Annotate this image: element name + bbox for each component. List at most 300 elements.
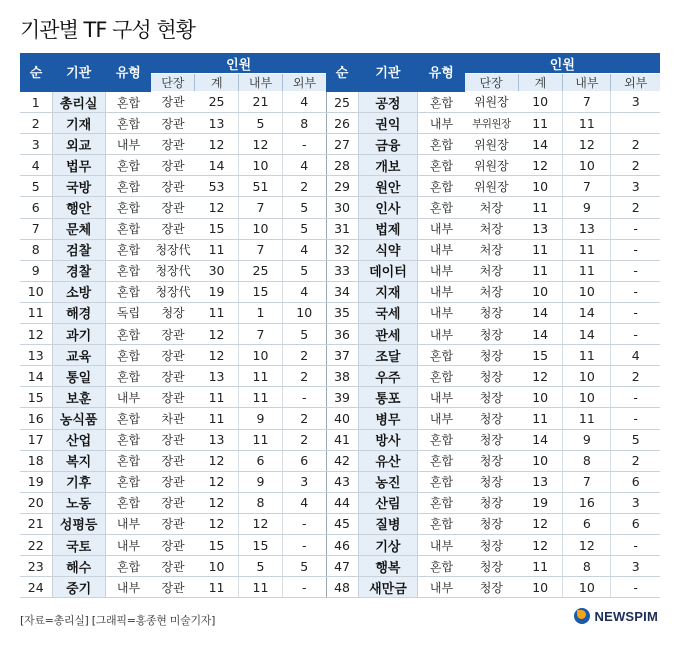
cell-internal: 12	[563, 134, 611, 155]
cell-type: 내부	[418, 302, 465, 323]
header-total: 계	[195, 74, 239, 92]
header-total: 계	[518, 74, 563, 92]
cell-type: 내부	[418, 260, 465, 281]
cell-no: 45	[326, 513, 358, 534]
header-org: 기관	[52, 53, 105, 91]
cell-org: 개보	[358, 155, 418, 176]
cell-no: 36	[326, 324, 358, 345]
header-org: 기관	[358, 53, 418, 91]
cell-head: 장관	[151, 429, 195, 450]
cell-internal: 11	[563, 260, 611, 281]
cell-head: 청장	[465, 450, 518, 471]
cell-type: 혼합	[418, 556, 465, 577]
cell-external: 2	[611, 366, 660, 387]
cell-head: 청장	[465, 387, 518, 408]
table-row	[20, 239, 660, 260]
cell-head: 차관	[151, 408, 195, 429]
cell-no: 10	[20, 281, 52, 302]
cell-total: 12	[195, 513, 239, 534]
cell-total: 12	[195, 471, 239, 492]
cell-type: 혼합	[105, 366, 151, 387]
table-row	[20, 302, 660, 323]
cell-head: 청장	[465, 324, 518, 345]
cell-type: 내부	[418, 281, 465, 302]
cell-type: 혼합	[418, 91, 465, 113]
cell-type: 혼합	[105, 218, 151, 239]
cell-total: 10	[518, 387, 563, 408]
cell-no: 16	[20, 408, 52, 429]
cell-total: 10	[518, 91, 563, 113]
cell-internal: 11	[563, 239, 611, 260]
page-title: 기관별 TF 구성 현황	[20, 18, 195, 42]
cell-org: 해경	[52, 302, 105, 323]
cell-internal: 51	[239, 176, 283, 197]
cell-external: -	[282, 134, 326, 155]
cell-no: 47	[326, 556, 358, 577]
cell-no: 23	[20, 556, 52, 577]
cell-external: 4	[611, 345, 660, 366]
cell-internal: 11	[239, 429, 283, 450]
cell-no: 18	[20, 450, 52, 471]
cell-no: 33	[326, 260, 358, 281]
cell-no: 38	[326, 366, 358, 387]
cell-no: 15	[20, 387, 52, 408]
cell-internal: 6	[239, 450, 283, 471]
cell-head: 장관	[151, 471, 195, 492]
cell-org: 원안	[358, 176, 418, 197]
cell-head: 처장	[465, 260, 518, 281]
cell-no: 28	[326, 155, 358, 176]
cell-external: -	[611, 239, 660, 260]
cell-head: 처장	[465, 197, 518, 218]
cell-type: 혼합	[105, 450, 151, 471]
table-row	[20, 218, 660, 239]
cell-org: 관세	[358, 324, 418, 345]
cell-org: 인사	[358, 197, 418, 218]
cell-external: 3	[611, 91, 660, 113]
cell-external: 2	[611, 134, 660, 155]
cell-internal: 25	[239, 260, 283, 281]
cell-org: 방사	[358, 429, 418, 450]
cell-head: 처장	[465, 239, 518, 260]
cell-no: 25	[326, 91, 358, 113]
cell-head: 장관	[151, 577, 195, 598]
cell-no: 46	[326, 534, 358, 555]
cell-external: -	[611, 387, 660, 408]
cell-type: 혼합	[105, 155, 151, 176]
table-row	[20, 324, 660, 345]
cell-head: 부위원장	[465, 113, 518, 134]
cell-external: 6	[282, 450, 326, 471]
cell-total: 15	[195, 218, 239, 239]
header-no: 순	[326, 53, 358, 91]
cell-org: 권익	[358, 113, 418, 134]
cell-no: 27	[326, 134, 358, 155]
cell-no: 1	[20, 91, 52, 113]
cell-no: 4	[20, 155, 52, 176]
table-row	[20, 492, 660, 513]
cell-no: 9	[20, 260, 52, 281]
cell-type: 혼합	[105, 556, 151, 577]
cell-external: 2	[611, 155, 660, 176]
cell-external: -	[282, 513, 326, 534]
cell-org: 데이터	[358, 260, 418, 281]
cell-external: 6	[611, 513, 660, 534]
cell-no: 14	[20, 366, 52, 387]
cell-no: 41	[326, 429, 358, 450]
cell-external: 5	[282, 197, 326, 218]
cell-total: 11	[195, 239, 239, 260]
cell-head: 장관	[151, 176, 195, 197]
cell-org: 국방	[52, 176, 105, 197]
cell-total: 11	[195, 387, 239, 408]
cell-external: 4	[282, 492, 326, 513]
cell-internal: 14	[563, 324, 611, 345]
cell-total: 19	[518, 492, 563, 513]
cell-head: 처장	[465, 218, 518, 239]
cell-internal: 11	[239, 387, 283, 408]
cell-no: 17	[20, 429, 52, 450]
cell-org: 성평등	[52, 513, 105, 534]
cell-head: 위원장	[465, 134, 518, 155]
cell-internal: 1	[239, 302, 283, 323]
cell-head: 처장	[465, 281, 518, 302]
cell-no: 40	[326, 408, 358, 429]
cell-internal: 10	[563, 281, 611, 302]
cell-total: 11	[518, 239, 563, 260]
cell-internal: 12	[239, 134, 283, 155]
cell-head: 장관	[151, 113, 195, 134]
source-credit: [자료=총리실] [그래픽=홍종현 미술기자]	[20, 614, 216, 627]
cell-total: 11	[518, 408, 563, 429]
cell-external: -	[611, 577, 660, 598]
cell-no: 5	[20, 176, 52, 197]
cell-no: 6	[20, 197, 52, 218]
cell-type: 내부	[105, 513, 151, 534]
cell-org: 행복	[358, 556, 418, 577]
cell-type: 혼합	[418, 366, 465, 387]
cell-org: 조달	[358, 345, 418, 366]
cell-no: 44	[326, 492, 358, 513]
cell-external: 5	[282, 260, 326, 281]
cell-head: 장관	[151, 513, 195, 534]
cell-external: 3	[611, 556, 660, 577]
cell-external: 5	[611, 429, 660, 450]
cell-org: 식약	[358, 239, 418, 260]
cell-type: 혼합	[105, 281, 151, 302]
cell-no: 32	[326, 239, 358, 260]
cell-internal: 8	[239, 492, 283, 513]
cell-total: 14	[195, 155, 239, 176]
cell-org: 국토	[52, 534, 105, 555]
header-personnel: 인원	[465, 53, 660, 74]
cell-type: 혼합	[105, 197, 151, 218]
cell-org: 외교	[52, 134, 105, 155]
cell-external: 5	[282, 324, 326, 345]
cell-total: 10	[518, 281, 563, 302]
cell-total: 14	[518, 302, 563, 323]
cell-head: 청장	[465, 492, 518, 513]
cell-type: 혼합	[105, 408, 151, 429]
cell-internal: 7	[239, 197, 283, 218]
cell-external: -	[282, 387, 326, 408]
cell-org: 과기	[52, 324, 105, 345]
cell-total: 11	[518, 260, 563, 281]
cell-no: 29	[326, 176, 358, 197]
table-row	[20, 556, 660, 577]
cell-head: 청장	[465, 534, 518, 555]
cell-total: 12	[195, 492, 239, 513]
cell-head: 장관	[151, 534, 195, 555]
cell-head: 청장	[465, 366, 518, 387]
cell-total: 11	[518, 197, 563, 218]
cell-no: 11	[20, 302, 52, 323]
table-row	[20, 534, 660, 555]
cell-org: 산림	[358, 492, 418, 513]
cell-external: 3	[611, 176, 660, 197]
cell-total: 11	[195, 577, 239, 598]
cell-org: 중기	[52, 577, 105, 598]
cell-total: 11	[195, 302, 239, 323]
cell-head: 장관	[151, 450, 195, 471]
cell-total: 19	[195, 281, 239, 302]
table-row	[20, 281, 660, 302]
cell-total: 13	[518, 471, 563, 492]
cell-org: 통일	[52, 366, 105, 387]
cell-type: 혼합	[105, 324, 151, 345]
cell-org: 행안	[52, 197, 105, 218]
cell-internal: 9	[239, 408, 283, 429]
cell-total: 11	[195, 408, 239, 429]
cell-type: 내부	[418, 534, 465, 555]
cell-head: 청장	[465, 513, 518, 534]
cell-total: 12	[195, 450, 239, 471]
table-row	[20, 513, 660, 534]
cell-no: 48	[326, 577, 358, 598]
cell-total: 12	[518, 534, 563, 555]
cell-external: 3	[282, 471, 326, 492]
table-row	[20, 176, 660, 197]
cell-total: 13	[195, 113, 239, 134]
cell-org: 농진	[358, 471, 418, 492]
cell-org: 교육	[52, 345, 105, 366]
cell-internal: 9	[563, 429, 611, 450]
cell-internal: 10	[239, 218, 283, 239]
cell-internal: 10	[239, 155, 283, 176]
cell-internal: 7	[563, 176, 611, 197]
cell-total: 10	[518, 577, 563, 598]
cell-type: 혼합	[105, 429, 151, 450]
cell-internal: 15	[239, 534, 283, 555]
cell-external: -	[611, 324, 660, 345]
cell-org: 유산	[358, 450, 418, 471]
cell-no: 42	[326, 450, 358, 471]
cell-external: -	[611, 534, 660, 555]
cell-external: 4	[282, 239, 326, 260]
cell-external: 4	[282, 91, 326, 113]
cell-org: 법무	[52, 155, 105, 176]
cell-external: -	[611, 218, 660, 239]
cell-org: 지재	[358, 281, 418, 302]
cell-org: 병무	[358, 408, 418, 429]
header-internal: 내부	[563, 74, 611, 92]
cell-head: 위원장	[465, 176, 518, 197]
cell-total: 12	[195, 324, 239, 345]
cell-org: 우주	[358, 366, 418, 387]
cell-external: 2	[282, 176, 326, 197]
tf-table	[20, 53, 660, 598]
cell-external: 2	[282, 366, 326, 387]
cell-type: 독립	[105, 302, 151, 323]
cell-head: 청장	[151, 302, 195, 323]
cell-internal: 11	[239, 366, 283, 387]
cell-internal: 10	[239, 345, 283, 366]
cell-head: 장관	[151, 91, 195, 113]
cell-head: 장관	[151, 134, 195, 155]
cell-external: -	[611, 408, 660, 429]
cell-no: 21	[20, 513, 52, 534]
cell-internal: 8	[563, 450, 611, 471]
cell-head: 장관	[151, 387, 195, 408]
cell-total: 13	[518, 218, 563, 239]
cell-head: 청장	[465, 556, 518, 577]
cell-external: -	[282, 534, 326, 555]
cell-org: 산업	[52, 429, 105, 450]
cell-external	[611, 113, 660, 134]
cell-type: 혼합	[105, 113, 151, 134]
cell-no: 19	[20, 471, 52, 492]
table-row	[20, 471, 660, 492]
header-no: 순	[20, 53, 52, 91]
cell-no: 12	[20, 324, 52, 345]
cell-internal: 11	[239, 577, 283, 598]
cell-external: -	[611, 302, 660, 323]
cell-internal: 12	[239, 513, 283, 534]
cell-type: 혼합	[418, 429, 465, 450]
cell-internal: 7	[239, 239, 283, 260]
cell-total: 14	[518, 324, 563, 345]
cell-head: 청장代	[151, 260, 195, 281]
cell-total: 13	[195, 366, 239, 387]
table-row	[20, 134, 660, 155]
cell-type: 혼합	[418, 450, 465, 471]
cell-total: 10	[518, 176, 563, 197]
cell-no: 7	[20, 218, 52, 239]
header-head: 단장	[151, 74, 195, 92]
cell-external: -	[611, 260, 660, 281]
cell-total: 13	[195, 429, 239, 450]
cell-total: 12	[195, 345, 239, 366]
cell-total: 12	[518, 366, 563, 387]
cell-head: 청장代	[151, 281, 195, 302]
table-row	[20, 387, 660, 408]
cell-org: 경찰	[52, 260, 105, 281]
cell-org: 법제	[358, 218, 418, 239]
cell-total: 11	[518, 113, 563, 134]
cell-no: 24	[20, 577, 52, 598]
cell-external: 2	[611, 450, 660, 471]
cell-total: 12	[518, 155, 563, 176]
cell-org: 통포	[358, 387, 418, 408]
cell-org: 새만금	[358, 577, 418, 598]
cell-no: 2	[20, 113, 52, 134]
table-row	[20, 408, 660, 429]
cell-internal: 10	[563, 155, 611, 176]
cell-no: 20	[20, 492, 52, 513]
cell-internal: 10	[563, 366, 611, 387]
table-row	[20, 366, 660, 387]
cell-head: 장관	[151, 556, 195, 577]
cell-external: 2	[282, 408, 326, 429]
cell-internal: 6	[563, 513, 611, 534]
cell-total: 15	[518, 345, 563, 366]
table-row	[20, 577, 660, 598]
cell-type: 혼합	[418, 197, 465, 218]
cell-total: 14	[518, 134, 563, 155]
cell-type: 혼합	[105, 176, 151, 197]
cell-internal: 14	[563, 302, 611, 323]
cell-total: 30	[195, 260, 239, 281]
cell-head: 장관	[151, 197, 195, 218]
cell-total: 15	[195, 534, 239, 555]
cell-internal: 10	[563, 577, 611, 598]
table-row	[20, 260, 660, 281]
cell-org: 국세	[358, 302, 418, 323]
cell-type: 혼합	[105, 345, 151, 366]
header-internal: 내부	[239, 74, 283, 92]
cell-no: 22	[20, 534, 52, 555]
cell-head: 청장	[465, 408, 518, 429]
header-type: 유형	[418, 53, 465, 91]
cell-internal: 7	[239, 324, 283, 345]
cell-type: 내부	[105, 534, 151, 555]
table-row	[20, 429, 660, 450]
cell-total: 12	[195, 134, 239, 155]
cell-head: 청장	[465, 471, 518, 492]
cell-internal: 11	[563, 345, 611, 366]
cell-total: 12	[518, 513, 563, 534]
cell-type: 내부	[418, 387, 465, 408]
cell-internal: 7	[563, 91, 611, 113]
cell-org: 보훈	[52, 387, 105, 408]
cell-type: 내부	[418, 113, 465, 134]
cell-external: -	[611, 281, 660, 302]
cell-type: 혼합	[418, 513, 465, 534]
cell-org: 소방	[52, 281, 105, 302]
header-personnel: 인원	[151, 53, 326, 74]
cell-type: 내부	[418, 324, 465, 345]
cell-org: 농식품	[52, 408, 105, 429]
cell-head: 장관	[151, 345, 195, 366]
cell-internal: 10	[563, 387, 611, 408]
table-row	[20, 155, 660, 176]
cell-external: 6	[611, 471, 660, 492]
cell-type: 혼합	[105, 492, 151, 513]
cell-external: 2	[282, 345, 326, 366]
cell-no: 3	[20, 134, 52, 155]
cell-type: 내부	[418, 239, 465, 260]
cell-external: 3	[611, 492, 660, 513]
table-row	[20, 345, 660, 366]
cell-total: 10	[195, 556, 239, 577]
cell-internal: 13	[563, 218, 611, 239]
cell-internal: 11	[563, 113, 611, 134]
cell-internal: 21	[239, 91, 283, 113]
cell-head: 청장	[465, 302, 518, 323]
cell-internal: 16	[563, 492, 611, 513]
cell-type: 내부	[418, 218, 465, 239]
cell-org: 해수	[52, 556, 105, 577]
